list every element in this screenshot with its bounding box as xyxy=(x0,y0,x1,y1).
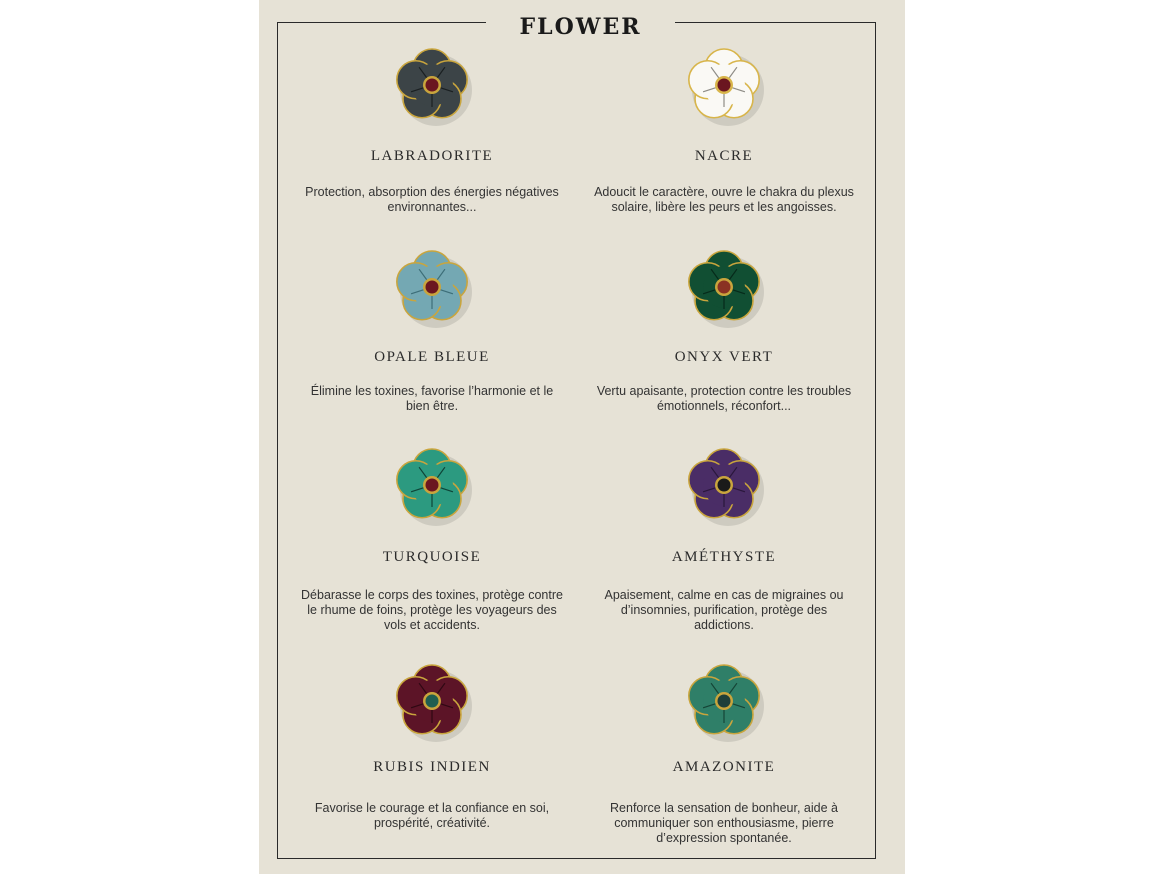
stone-name: RUBIS INDIEN xyxy=(373,759,491,775)
stone-name: NACRE xyxy=(694,148,754,164)
flower-pendant-icon xyxy=(681,442,767,528)
stone-name: TURQUOISE xyxy=(382,549,482,565)
stone-name: OPALE BLEUE xyxy=(374,349,490,365)
flower-pendant-icon xyxy=(389,442,475,528)
stone-item xyxy=(579,658,869,858)
stone-item xyxy=(287,244,577,444)
stone-item xyxy=(579,442,869,642)
stone-description: Protection, absorption des énergies négatives environnantes... xyxy=(305,185,559,214)
stone-description: Adoucit le caractère, ouvre le chakra du plexus solaire, libère les peurs et les angoisses. xyxy=(594,185,854,214)
flower-pendant-icon xyxy=(389,42,475,128)
page-title: FLOWER xyxy=(519,14,642,40)
stone-description: Débarasse le corps des toxines, protège contre le rhume de foins, protège les voyageurs des vols et accidents. xyxy=(301,588,563,632)
stone-name: AMAZONITE xyxy=(672,759,776,775)
stone-item xyxy=(287,442,577,642)
flower-pendant-icon xyxy=(681,658,767,744)
stone-description: Favorise le courage et la confiance en soi, prospérité, créativité. xyxy=(314,801,550,830)
flower-pendant-icon xyxy=(389,244,475,330)
stone-item xyxy=(287,658,577,858)
stone-name: ONYX VERT xyxy=(674,349,774,365)
stone-description: Renforce la sensation de bonheur, aide à communiquer son enthousiasme, pierre d’expression spontanée. xyxy=(610,801,838,845)
stone-description: Élimine les toxines, favorise l’harmonie et le bien être. xyxy=(310,384,554,413)
flower-pendant-icon xyxy=(681,42,767,128)
stone-item xyxy=(287,42,577,242)
stone-name: AMÉTHYSTE xyxy=(671,549,777,565)
flower-pendant-icon xyxy=(389,658,475,744)
stone-description: Vertu apaisante, protection contre les troubles émotionnels, réconfort... xyxy=(596,384,852,413)
stone-name: LABRADORITE xyxy=(370,148,494,164)
flower-pendant-icon xyxy=(681,244,767,330)
stone-item xyxy=(579,244,869,444)
stone-item xyxy=(579,42,869,242)
stone-description: Apaisement, calme en cas de migraines ou d’insomnies, purification, protège des addictions. xyxy=(604,588,844,632)
